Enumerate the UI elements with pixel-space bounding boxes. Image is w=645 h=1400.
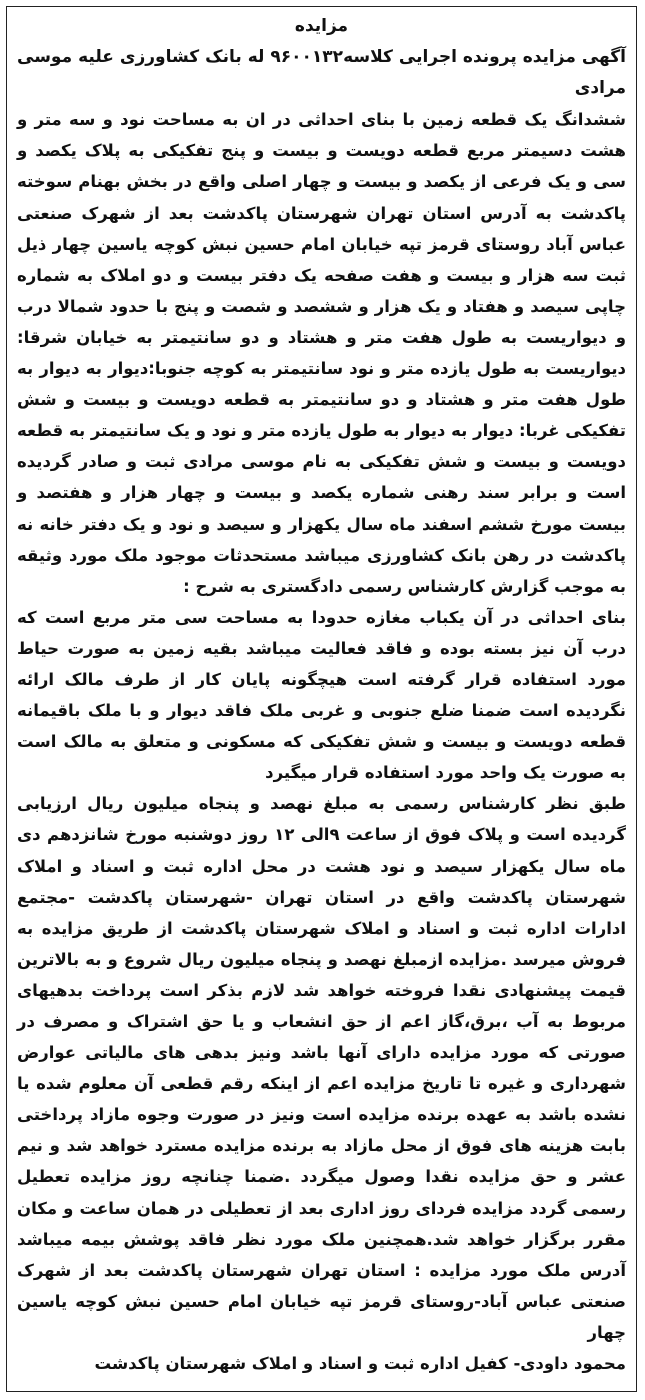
auction-notice — [7, 7, 636, 1379]
expert-report-paragraph: بنای احداثی در آن یکباب مغازه حدودا به مساحت سی متر مربع است که درب آن نیز بسته بوده و فاقد فعالیت میباشد بقیه زمین به صورت حیاط مورد استفاده قرار گرفته است هیچگونه پایان کار از طرف مالک ارائه نگردیده است ضمنا ضلع جنوبی و غربی ملک فاقد دیوار و با ملک باقیمانه قطعه دویست و بیست و شش تفکیکی که مسکونی و متعلق به مالک است به صورت یک واحد مورد استفاده قرار میگیرد — [17, 607, 626, 783]
notice-subtitle: آگهی مزایده پرونده اجرایی کلاسه۹۶۰۰۱۳۲ له بانک کشاورزی علیه موسی مرادی — [17, 47, 626, 99]
notice-title: مزایده — [294, 16, 349, 36]
notice-frame — [6, 6, 637, 1392]
auction-terms-paragraph: طبق نظر کارشناس رسمی به مبلغ نهصد و پنجاه میلیون ریال ارزیابی گردیده است و پلاک فوق از ساعت ۹الی ۱۲ روز دوشنبه مورخ شانزدهم دی ماه سال یکهزار سیصد و نود هشت در محل اداره ثبت و اسناد و املاک شهرستان پاکدشت واقع در استان تهران -شهرستان پاکدشت -مجتمع ادارات اداره ثبت و اسناد و املاک شهرستان پاکدشت از طریق مزایده به فروش میرسد .مزایده ازمبلغ نهصد و پنجاه میلیون ریال شروع و به بالاترین قیمت پیشنهادی نقدا فروخته خواهد شد لازم بذکر است پرداخت بدهیهای مربوط به آب ،برق،گاز اعم از حق انشعاب و یا حق اشتراک و مصرف در صورتی که مورد مزایده دارای آنها باشد ونیز بدهی های مالیاتی عوارض شهرداری و غیره تا تاریخ مزایده اعم از اینکه رقم قطعی آن معلوم شده یا نشده باشد به عهده برنده مزایده است ونیز در صورت وجوه مازاد پرداختی بابت هزینه های فوق از محل مازاد به برنده مزایده مسترد خواهد شد و نیم عشر و حق مزایده نقدا وصول میگردد .ضمنا چنانچه روز مزایده تعطیل رسمی گردد مزایده فردای روز اداری بعد از تعطیلی در همان ساعت و مکان مقرر برگزار خواهد شد.همچنین ملک مورد نظر فاقد پوشش بیمه میباشد آدرس ملک مورد مزایده : استان تهران شهرستان پاکدشت بعد از شهرک صنعتی عباس آباد-روستای قرمز تپه خیابان امام حسین نبش کوچه یاسین چهار — [17, 794, 626, 1342]
property-description-paragraph: ششدانگ یک قطعه زمین با بنای احداثی در ان به مساحت نود و سه متر و هشت دسیمتر مربع قطعه دویست و بیست و پنج تفکیکی به پلاک یکصد و سی و یک فرعی از یکصد و بیست و چهار اصلی واقع در بخش بهنام سوخته پاکدشت به آدرس استان تهران شهرستان پاکدشت بعد از شهرک صنعتی عباس آباد روستای قرمز تپه خیابان امام حسین نبش کوچه یاسین چهار ذیل ثبت سه هزار و بیست و هفت صفحه یک دفتر بیست و دو املاک به شماره چاپی سیصد و هفتاد و یک هزار و ششصد و شصت و پنج با حدود شمالا درب و دیواریست به طول هفت متر و هشتاد و دو سانتیمتر به خیابان شرقا: دیواریست به طول یازده متر و نود سانتیمتر به کوچه جنوبا:دیوار به دیوار به طول هفت متر و هشتاد و دو سانتیمتر به قطعه دویست و بیست و شش تفکیکی غربا: دیوار به دیوار به طول یازده متر و نود و یک سانتیمتر به قطعه دویست و بیست و شش تفکیکی به نام موسی مرادی ثبت و صادر گردیده است و برابر سند رهنی شماره یکصد و بیست و چهار هزار و هفتصد و بیست مورخ ششم اسفند ماه سال یکهزار و سیصد و نود و یک دفتر خانه نه پاکدشت در رهن بانک کشاورزی میباشد مستحدثات موجود ملک مورد وثیقه به موجب گزارش کارشناس رسمی دادگستری به شرح : — [17, 110, 626, 596]
signature-line: محمود داودی- کفیل اداره ثبت و اسناد و املاک شهرستان پاکدشت — [94, 1354, 626, 1374]
